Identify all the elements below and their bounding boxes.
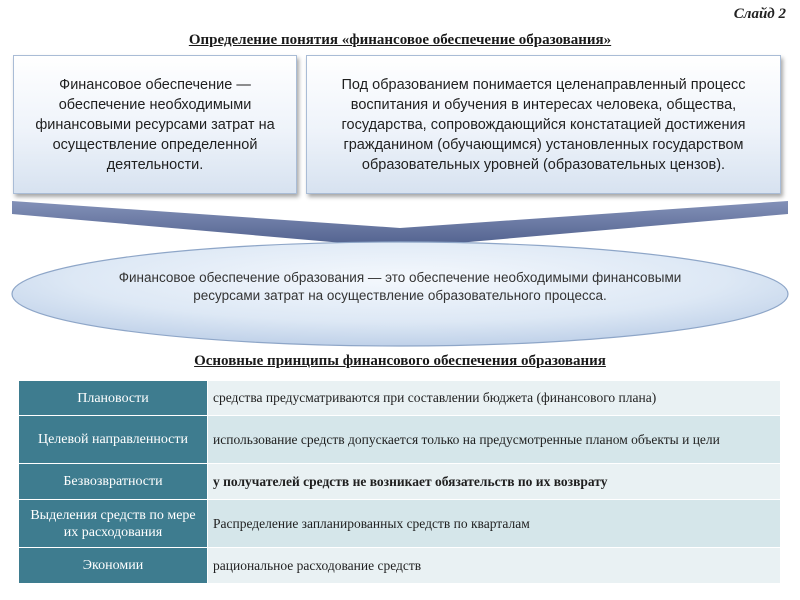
education-financing-definition: Финансовое обеспечение образования — это обеспечение необходимыми финансовыми ресурсами затрат на осуществление образовательного процесса.	[118, 270, 682, 303]
principle-row	[19, 500, 781, 548]
principle-row	[19, 464, 781, 500]
principle-description: использование средств допускается только на предусмотренные планом объекты и цели	[208, 416, 781, 464]
merge-arrow-shape	[12, 201, 788, 248]
principle-name: Целевой направленности	[19, 416, 208, 464]
principle-name: Безвозвратности	[19, 464, 208, 500]
principle-description: Распределение запланированных средств по кварталам	[208, 500, 781, 548]
principle-description: рациональное расходование средств	[208, 548, 781, 584]
principle-row	[19, 548, 781, 584]
education-definition-text: Под образованием понимается целенаправленный процесс воспитания и обучения в интересах человека, общества, государства, сопровождающийся констатацией достижения гражданином (обучающимся) установленных государством образовательных уровней (образовательных цензов).	[341, 76, 746, 173]
principle-row	[19, 381, 781, 416]
principle-name: Выделения средств по мере их расходования	[19, 500, 208, 548]
financial-support-definition-text: Финансовое обеспечение — обеспечение необходимыми финансовыми ресурсами затрат на осуществление определенной деятельности.	[35, 76, 275, 173]
principle-name: Экономии	[19, 548, 208, 584]
principles-table	[18, 380, 781, 584]
principle-name: Плановости	[19, 381, 208, 416]
principle-description: у получателей средств не возникает обязательств по их возврату	[208, 464, 781, 500]
slide-number: Слайд 2	[733, 6, 786, 22]
definition-heading: Определение понятия «финансовое обеспечение образования»	[188, 32, 612, 48]
principle-row	[19, 416, 781, 464]
principle-description: средства предусматриваются при составлении бюджета (финансового плана)	[208, 381, 781, 416]
principles-heading: Основные принципы финансового обеспечения образования	[194, 353, 606, 369]
